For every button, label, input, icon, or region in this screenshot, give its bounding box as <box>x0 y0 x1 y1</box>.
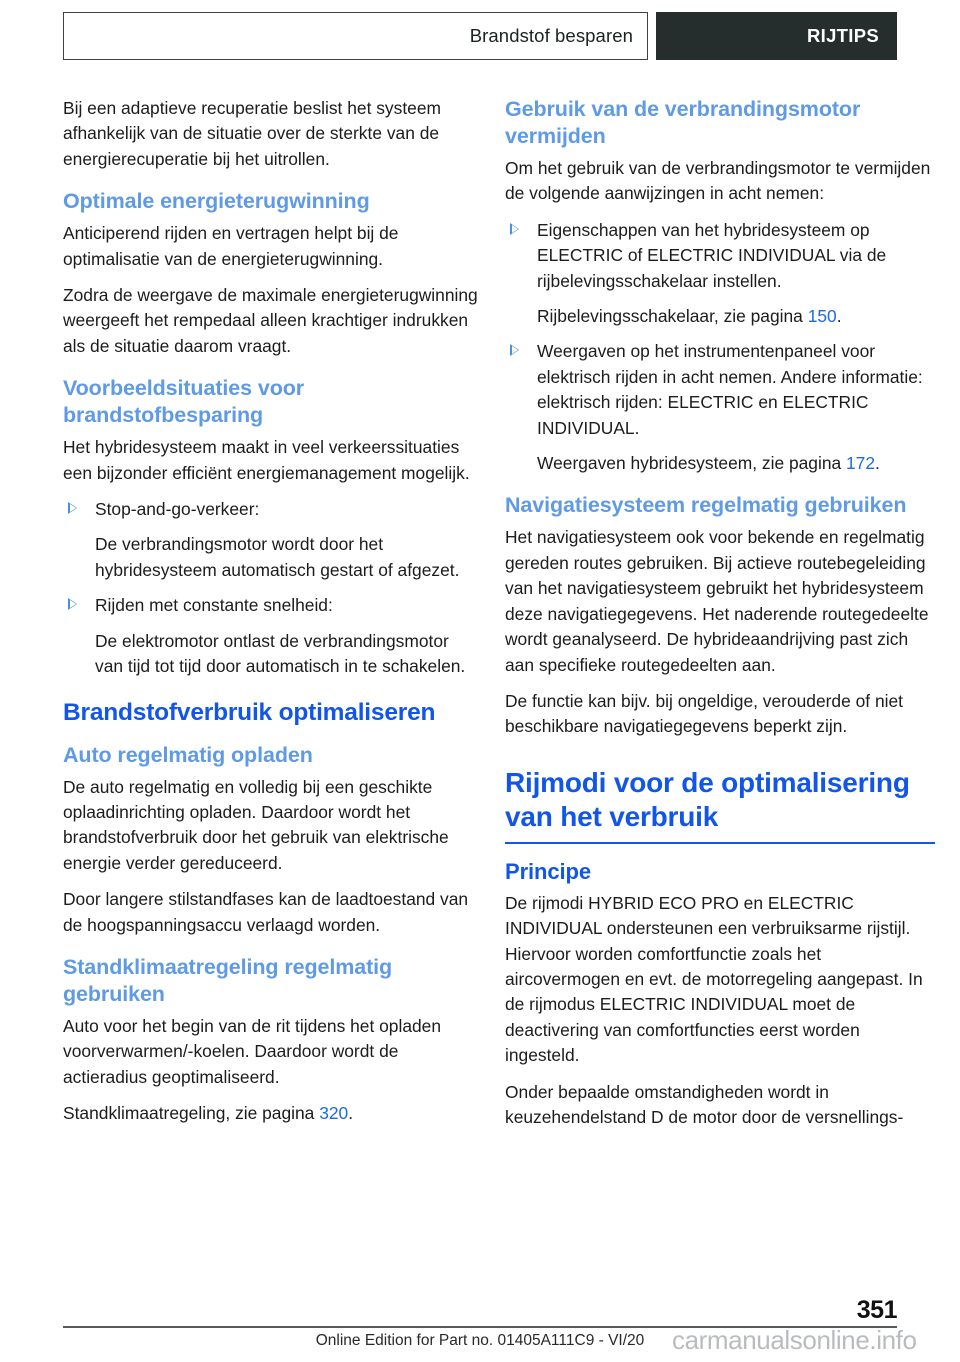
site-watermark: carmanualsonline.info <box>672 1325 917 1355</box>
list-item <box>505 218 935 330</box>
list-item <box>63 593 481 679</box>
list-item-page-reference <box>537 304 935 329</box>
standklimaat-page-reference <box>63 1101 481 1126</box>
triangle-bullet-icon <box>510 344 519 356</box>
list-item-label: Weergaven op het instrumentenpaneel voor elektrisch rijden in acht nemen. Andere informatie: elektrisch rijden: ELECTRIC en ELECTRIC INDIVIDUAL. <box>537 341 923 438</box>
heading-navigatiesysteem-regelmatig-gebruiken: Navigatiesysteem regelmatig gebruiken <box>505 493 907 518</box>
principe-paragraph-2: Onder bepaalde omstandigheden wordt in keuzehendelstand D de motor door de versnellings- <box>505 1081 904 1127</box>
header-section-tab[interactable] <box>656 12 897 60</box>
header-chapter-label: Brandstof besparen <box>469 25 633 46</box>
gebruik-paragraph-1: Om het gebruik van de verbrandingsmotor te vermijden de volgende aanwijzingen in acht nemen: <box>505 158 931 204</box>
list-item-detail: De verbrandingsmotor wordt door het hybridesysteem automatisch gestart of afgezet. <box>95 534 460 580</box>
standklimaat-paragraph-1: Auto voor het begin van de rit tijdens het opladen voorverwarmen/-koelen. Daardoor wordt de actieradius geoptimaliseerd. <box>63 1015 442 1087</box>
header-chapter-tab[interactable] <box>63 12 648 60</box>
footer-edition-note: Online Edition for Part no. 01405A111C9 - VI/20 <box>315 1332 645 1349</box>
heading-voorbeeldsituaties: Voorbeeldsituaties voor brandstofbesparing <box>63 376 305 428</box>
page-ref-suffix: . <box>836 306 842 327</box>
optimale-paragraph-2: Zodra de weergave de maximale energieterugwinning weergeeft het rempedaal alleen krachtiger indrukken als de situatie daarom vraagt. <box>63 285 478 356</box>
list-item-label: Stop-and-go-verkeer: <box>95 499 260 520</box>
auto-opladen-paragraph-1: De auto regelmatig en volledig bij een geschikte oplaadinrichting opladen. Daardoor wordt het brandstofverbruik door het gebruik van elektrische energie verder gereduceerd. <box>63 776 449 873</box>
page-header <box>63 12 897 60</box>
principe-paragraph-1: De rijmodi HYBRID ECO PRO en ELECTRIC INDIVIDUAL ondersteunen een verbruiksarme rijstijl. Hiervoor worden comfortfunctie zoals het aircovermogen en evt. de motorregeling aangepast. In de rijmodus ELECTRIC INDIVIDUAL moet de deactivering van comfortfuncties eerst worden ingesteld. <box>505 892 923 1066</box>
heading-brandstofverbruik-optimaliseren: Brandstofverbruik optimaliseren <box>63 698 436 726</box>
heading-auto-regelmatig-opladen: Auto regelmatig opladen <box>63 742 313 767</box>
triangle-bullet-icon <box>68 502 77 514</box>
navigatie-paragraph-1: Het navigatiesysteem ook voor bekende en regelmatig gereden routes gebruiken. Bij actieve routebegeleiding van het navigatiesysteem gebruikt het hybridesysteem deze navigatiegegevens. Het naderende routegedeelte wordt geanalyseerd. De hybrideaandrijving past zich aan specifieke routegedeelten aan. <box>505 527 929 675</box>
right-bullet-list <box>505 218 935 477</box>
navigatie-paragraph-2: De functie kan bijv. bij ongeldige, verouderde of niet beschikbare navigatiegegevens beperkt zijn. <box>505 690 903 737</box>
page-ref-link[interactable]: 150 <box>807 306 837 327</box>
optimale-paragraph-1: Anticiperend rijden en vertragen helpt bij de optimalisatie van de energieterugwinning. <box>63 223 399 269</box>
heading-gebruik-verbrandingsmotor-vermijden: Gebruik van de verbrandingsmotor vermijden <box>505 97 861 148</box>
intro-paragraph: Bij een adaptieve recuperatie beslist het systeem afhankelijk van de situatie over de sterkte van de energierecuperatie bij het uitrollen. <box>63 98 441 169</box>
page-ref-prefix: Standklimaatregeling, zie pagina <box>63 1103 320 1124</box>
page-columns <box>0 96 960 1141</box>
triangle-bullet-icon <box>68 598 77 610</box>
voorbeeld-paragraph-1: Het hybridesysteem maakt in veel verkeerssituaties een bijzonder efficiënt energiemanagement mogelijk. <box>63 437 470 483</box>
page-ref-link[interactable]: 320 <box>319 1103 349 1124</box>
triangle-bullet-icon <box>510 223 519 235</box>
title-underline-rule <box>505 842 935 844</box>
page-ref-suffix: . <box>348 1103 354 1124</box>
heading-rijmodi-optimalisering-verbruik: Rijmodi voor de optimalisering van het verbruik <box>505 766 910 832</box>
header-section-label: RIJTIPS <box>806 25 879 46</box>
list-item-label: Rijden met constante snelheid: <box>95 595 333 616</box>
page-ref-link[interactable]: 172 <box>846 453 876 474</box>
left-column <box>63 96 481 1141</box>
list-item-page-reference <box>537 451 935 476</box>
heading-principe: Principe <box>505 858 592 884</box>
page-ref-prefix: Rijbelevingsschakelaar, zie pagina <box>537 306 808 327</box>
right-column <box>505 96 935 1141</box>
page-ref-suffix: . <box>875 453 880 474</box>
heading-optimale-energieterugwinning: Optimale energieterugwinning <box>63 189 370 214</box>
page-ref-prefix: Weergaven hybridesysteem, zie pagina <box>537 453 847 474</box>
list-item <box>63 497 481 583</box>
left-bullet-list <box>63 497 481 679</box>
list-item-detail: De elektromotor ontlast de verbrandingsmotor van tijd tot tijd door automatisch in te schakelen. <box>95 630 466 677</box>
page-number: 351 <box>856 1296 897 1324</box>
heading-standklimaatregeling: Standklimaatregeling regelmatig gebruiken <box>63 954 393 1006</box>
list-item-label: Eigenschappen van het hybridesysteem op ELECTRIC of ELECTRIC INDIVIDUAL via de rijbelevingsschakelaar instellen. <box>537 219 887 291</box>
list-item <box>505 339 935 476</box>
auto-opladen-paragraph-2: Door langere stilstandfases kan de laadtoestand van de hoogspanningsaccu verlaagd worden. <box>63 889 469 935</box>
